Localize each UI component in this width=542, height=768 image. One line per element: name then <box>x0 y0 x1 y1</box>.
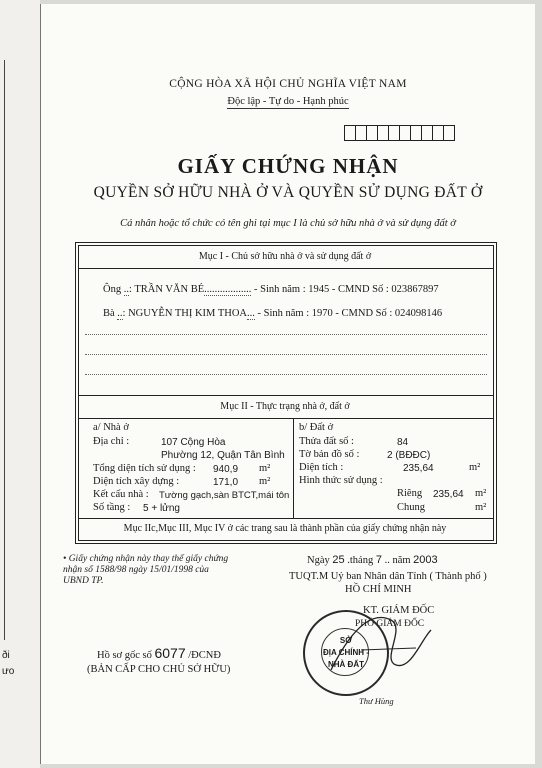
structure-label: Kết cấu nhà : <box>93 489 149 500</box>
divider <box>78 418 493 419</box>
floors-label: Số tầng : <box>93 502 131 513</box>
unit: m² <box>475 502 487 513</box>
blank-line <box>85 374 487 375</box>
map-label: Tờ bản đồ số : <box>299 449 360 460</box>
map-value: 2 (BĐĐC) <box>387 450 431 461</box>
serial-number-boxes <box>344 125 454 141</box>
signature <box>321 590 441 690</box>
address-line-2: Phường 12, Quận Tân Bình <box>161 450 285 461</box>
signer-name: Thư Hùng <box>359 696 394 706</box>
unit: m² <box>475 488 487 499</box>
seal-text-3: NHÀ ĐẤT <box>328 660 364 669</box>
land-area-label: Diện tích : <box>299 462 344 473</box>
blank-line <box>85 354 487 355</box>
column-divider <box>293 418 294 518</box>
unit: m² <box>469 462 481 473</box>
total-area-label: Tổng diện tích sử dụng : <box>93 463 196 474</box>
authority-line-4: PHÓ GIÁM ĐỐC <box>355 619 425 629</box>
divider <box>78 395 493 396</box>
owner-row-2: Bà ..: NGUYỄN THỊ KIM THOA... - Sinh năm : 1970 - CMND Số : 024098146 <box>103 308 443 319</box>
usage-label: Hình thức sử dụng : <box>299 475 383 486</box>
private-value: 235,64 <box>433 489 464 500</box>
total-area-value: 940,9 <box>213 464 239 475</box>
divider <box>78 268 493 269</box>
private-label: Riêng <box>397 488 423 499</box>
house-heading: a/ Nhà ở <box>93 422 129 433</box>
serial-box <box>443 125 455 141</box>
unit: m² <box>259 476 271 487</box>
land-heading: b/ Đất ở <box>299 422 334 433</box>
floors-value: 5 + lửng <box>143 503 180 514</box>
nation-header: CỘNG HÒA XÃ HỘI CHỦ NGHĨA VIỆT NAM <box>169 78 407 90</box>
build-area-label: Diện tích xây dựng : <box>93 476 180 487</box>
edge-text-b: ưo <box>2 666 15 677</box>
replacement-footnote: • Giấy chứng nhận này thay thế giấy chứng nhận số 1588/98 ngày 15/01/1998 của UBND TP. <box>63 554 229 586</box>
blank-line <box>85 334 487 335</box>
plot-label: Thửa đất số : <box>299 436 354 447</box>
section1-heading: Mục I - Chủ sở hữu nhà ở và sử dụng đất ở <box>198 251 372 262</box>
adjacent-page-strip <box>0 0 40 768</box>
section-note: Mục IIc,Mục III, Mục IV ở các trang sau là thành phần của giấy chứng nhận này <box>123 523 447 534</box>
issued-to: (BẢN CẤP CHO CHỦ SỞ HỮU) <box>87 664 231 675</box>
intro-note: Cá nhân hoặc tổ chức có tên ghi tại mục I là chủ sở hữu nhà ở và sử dụng đất ở <box>120 218 456 229</box>
section2-heading: Mục II - Thực trạng nhà ở, đất ở <box>220 401 350 412</box>
land-area-value: 235,64 <box>403 463 434 474</box>
authority-line-2: HỒ CHÍ MINH <box>345 584 412 595</box>
record-number: Hồ sơ gốc số 6077 /ĐCNĐ <box>97 645 221 661</box>
authority-line-1: TUQT.M Uỷ ban Nhân dân Tỉnh ( Thành phố ) <box>289 571 487 582</box>
shared-label: Chung <box>397 502 426 513</box>
document-title: GIẤY CHỨNG NHẬN <box>177 154 399 178</box>
address-line-1: 107 Cộng Hòa <box>161 437 226 448</box>
motto: Độc lập - Tự do - Hạnh phúc <box>227 96 349 107</box>
authority-line-3: KT. GIÁM ĐỐC <box>363 605 435 616</box>
seal-text-2: ĐỊA CHÍNH - <box>323 648 369 657</box>
document-subtitle: QUYỀN SỞ HỮU NHÀ Ở VÀ QUYỀN SỬ DỤNG ĐẤT Ở <box>93 184 483 201</box>
unit: m² <box>259 463 271 474</box>
seal-text-1: SỞ <box>339 636 353 645</box>
owner-row-1: Ông ..: TRẦN VĂN BÉ.................. - Sinh năm : 1945 - CMND Số : 023867897 <box>103 284 439 295</box>
build-area-value: 171,0 <box>213 477 239 488</box>
plot-value: 84 <box>397 437 409 448</box>
divider <box>78 518 493 519</box>
address-label: Địa chỉ : <box>93 436 130 447</box>
page-edge-line <box>4 60 5 640</box>
certificate-page <box>40 4 535 764</box>
structure-value: Tường gạch,sàn BTCT,mái tôn <box>159 490 290 501</box>
edge-text-a: ði <box>2 650 10 661</box>
issue-date: Ngày 25 .tháng 7 .. năm 2003 <box>307 554 438 566</box>
